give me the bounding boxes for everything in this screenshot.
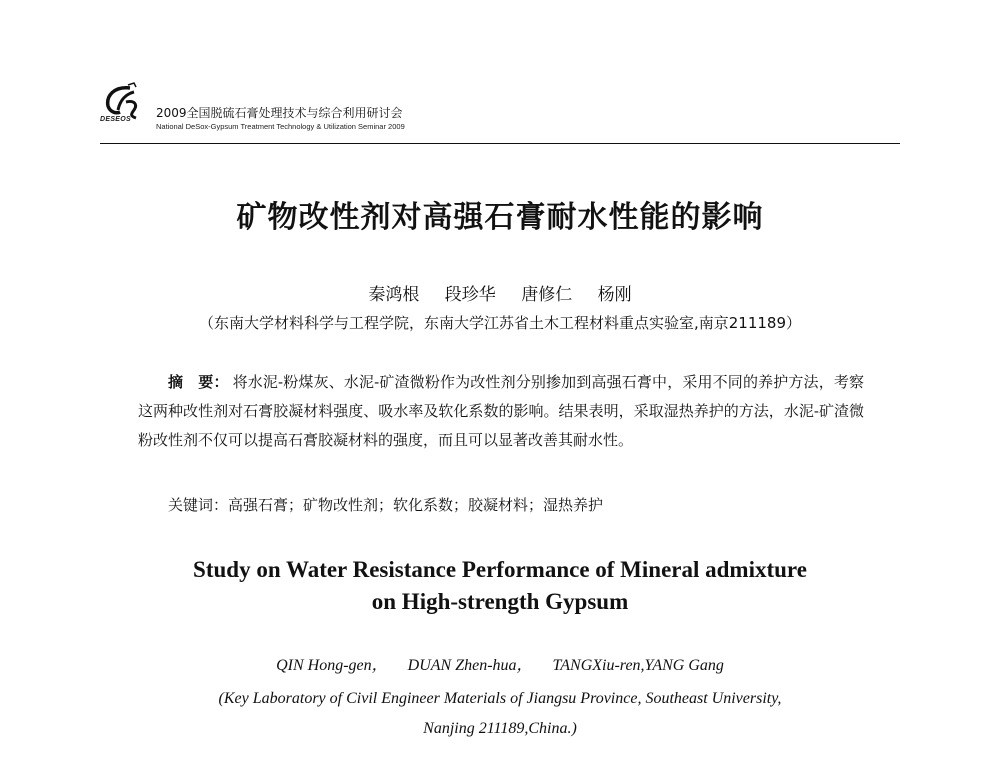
abstract-cn: [138, 368, 864, 455]
author-cn: 杨刚: [597, 285, 632, 305]
affiliation-en: [0, 684, 1000, 744]
keywords-text: 高强石膏；矿物改性剂；软化系数；胶凝材料；湿热养护: [228, 496, 604, 514]
author-cn: 秦鸿根: [368, 285, 420, 305]
authors-en: [0, 652, 1000, 675]
paper-title-en: [0, 554, 1000, 618]
abstract-label: 摘 要：: [168, 373, 229, 391]
paper-title-cn: 矿物改性剂对高强石膏耐水性能的影响: [236, 200, 764, 235]
affiliation-cn: （东南大学材料科学与工程学院，东南大学江苏省土木工程材料重点实验室,南京211189）: [198, 314, 802, 332]
conference-title-cn: 2009全国脱硫石膏处理技术与综合利用研讨会: [156, 106, 403, 120]
title-en-line1: Study on Water Resistance Performance of Mineral admixture: [193, 557, 807, 582]
authors-cn: [0, 280, 1000, 305]
keywords-cn: [168, 494, 603, 515]
author-en: TANGXiu-ren,YANG Gang: [552, 657, 724, 674]
affiliation-en-line2: Nanjing 211189,China.): [423, 720, 577, 737]
keywords-label: 关键词：: [168, 496, 229, 514]
abstract-text: 将水泥-粉煤灰、水泥-矿渣微粉作为改性剂分别掺加到高强石膏中，采用不同的养护方法，考察这两种改性剂对石膏胶凝材料强度、吸水率及软化系数的影响。结果表明，采取湿热养护的方法，水泥-矿渣微粉改性剂不仅可以提高石膏胶凝材料的强度，而且可以显著改善其耐水性。: [138, 373, 864, 449]
author-en: DUAN Zhen-hua，: [407, 657, 533, 674]
title-en-line2: on High-strength Gypsum: [371, 589, 629, 614]
header-divider: [100, 143, 900, 144]
author-cn: 段珍华: [444, 285, 496, 305]
logo-text: DESEOS: [100, 116, 131, 123]
author-en: QIN Hong-gen，: [276, 657, 388, 674]
author-cn: 唐修仁: [521, 285, 573, 305]
affiliation-en-line1: (Key Laboratory of Civil Engineer Materials of Jiangsu Province, Southeast University,: [218, 690, 782, 707]
conference-title-en: National DeSox-Gypsum Treatment Technology & Utilization Seminar 2009: [156, 122, 405, 131]
